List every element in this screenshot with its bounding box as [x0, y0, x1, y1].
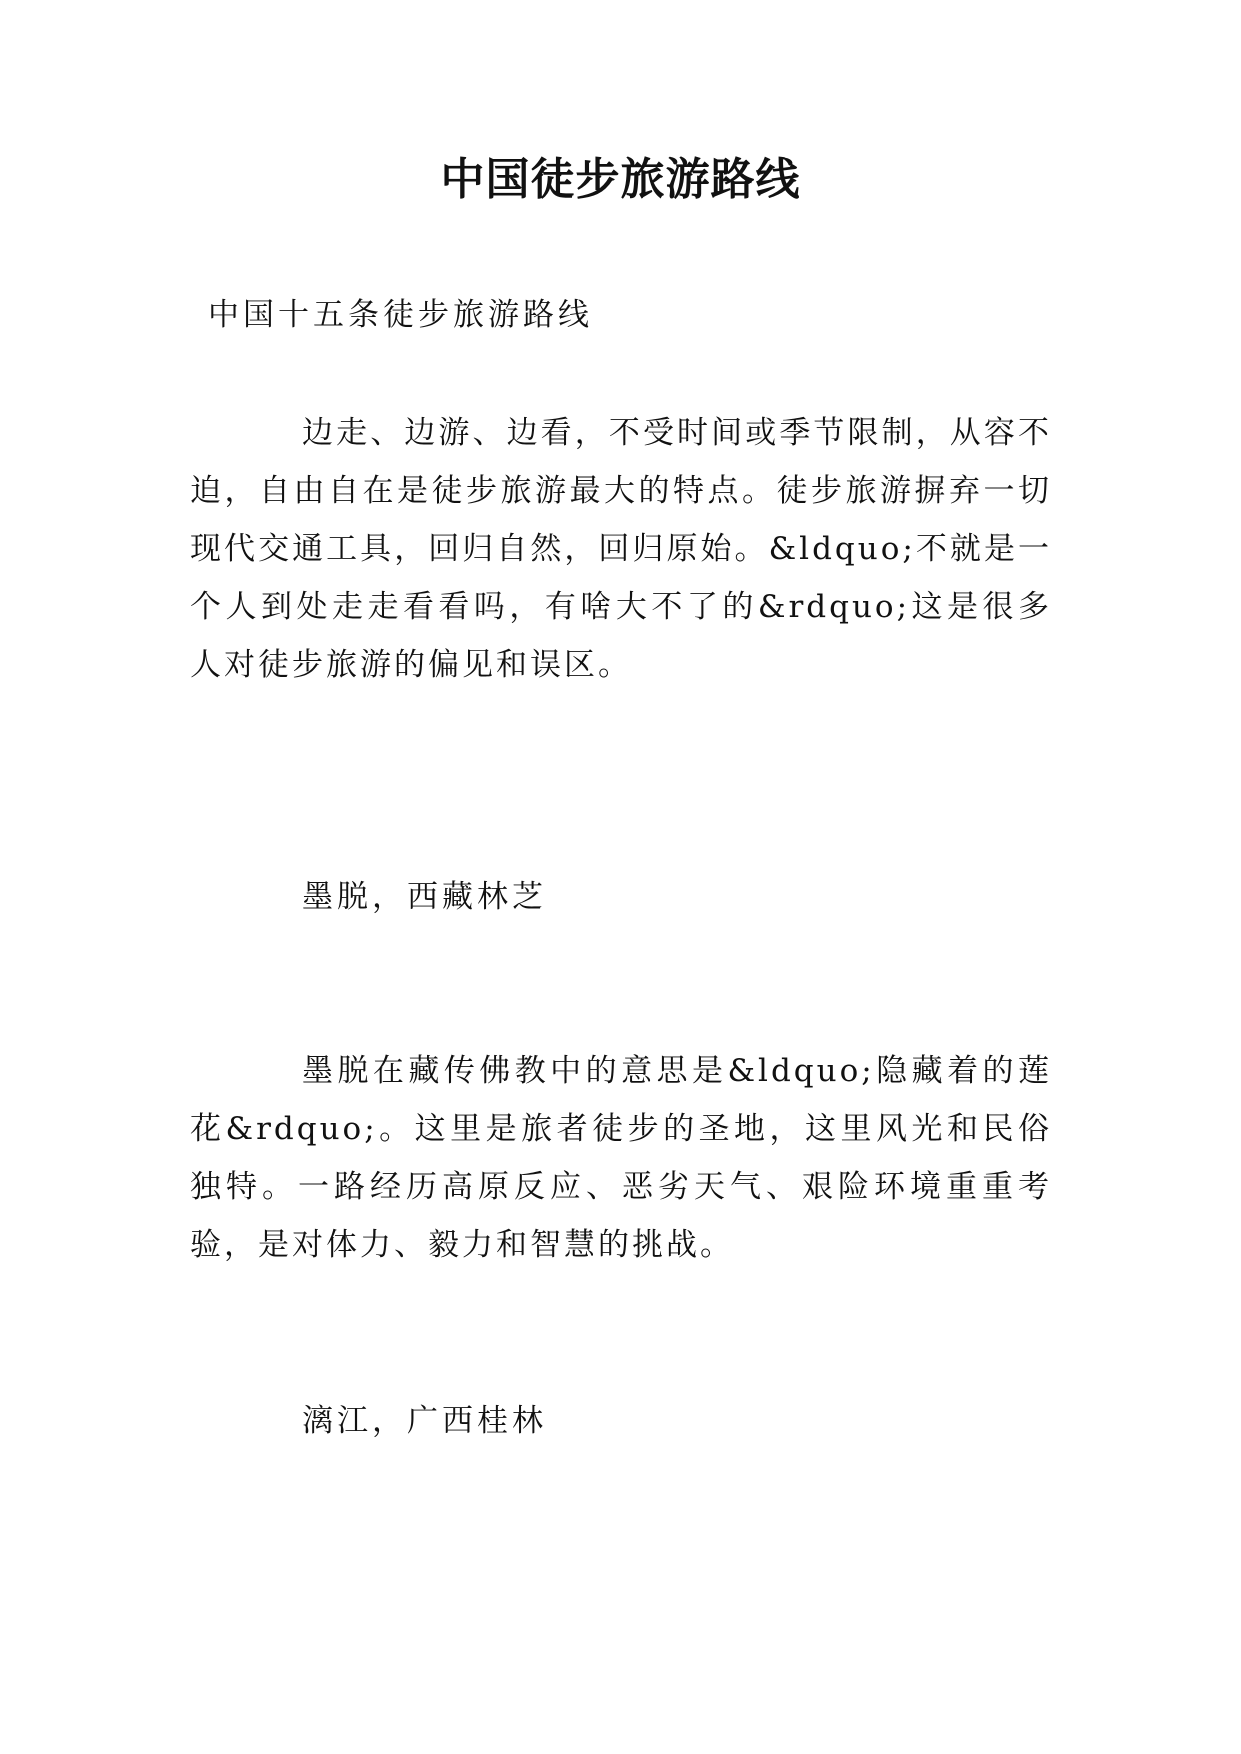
- document-title: 中国徒步旅游路线: [440, 154, 801, 205]
- section-heading-medog: 墨脱，西藏林芝: [302, 879, 547, 915]
- section-body-medog: 墨脱在藏传佛教中的意思是&ldquo;隐藏着的莲花&rdquo;。这里是旅者徒步的圣地，这里风光和民俗独特。一路经历高原反应、恶劣天气、艰险环境重重考验，是对体力、毅力和智慧的挑战。: [190, 1053, 1052, 1263]
- intro-paragraph: 边走、边游、边看，不受时间或季节限制，从容不迫，自由自在是徒步旅游最大的特点。徒步旅游摒弃一切现代交通工具，回归自然，回归原始。&ldquo;不就是一个人到处走走看看吗，有啥大不了的&rdquo;这是很多人对徒步旅游的偏见和误区。: [190, 415, 1052, 683]
- document-subtitle: 中国十五条徒步旅游路线: [208, 297, 593, 333]
- section-heading-lijiang: 漓江，广西桂林: [302, 1403, 547, 1439]
